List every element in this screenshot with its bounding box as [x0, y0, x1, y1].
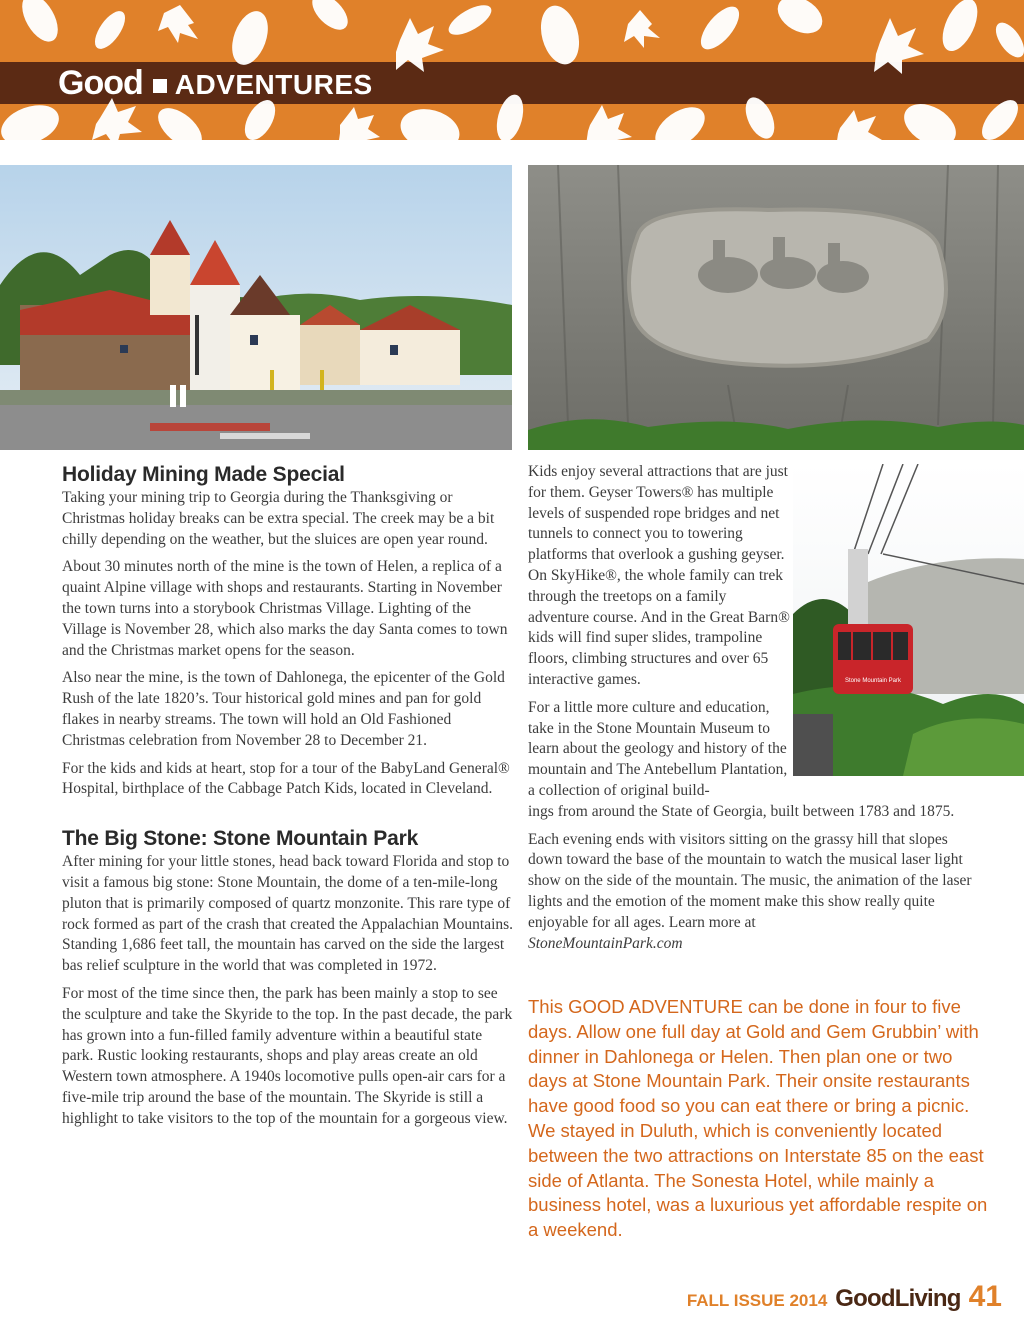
- right-column: [528, 462, 978, 961]
- stone-mountain-photo: [528, 165, 1024, 450]
- carving-image-icon: [528, 165, 1024, 450]
- magazine-brand: GoodLiving: [835, 1285, 961, 1312]
- laser-show-text: Each evening ends with visitors sitting on the grassy hill that slopes down toward the base of the mountain to watch the musical laser light show on the side of the mountain. The music, the animation of the laser lights and the emotion of the moment make this show really quite enjoyable for all ages. Learn more at: [528, 830, 972, 931]
- park-website-link[interactable]: StoneMountainPark.com: [528, 934, 683, 952]
- village-image-icon: [0, 165, 512, 450]
- brand-wordmark: Good: [58, 63, 143, 102]
- left-column: [62, 462, 514, 1137]
- header-banner: [0, 0, 1024, 140]
- paragraph: About 30 minutes north of the mine is the town of Helen, a replica of a quaint Alpine village with shops and restaurants. Starting in November the town turns into a storybook Christmas Village. Lighting of the Village is November 28, which also marks the day Santa comes to town and the Christmas market opens for the season.: [62, 558, 508, 659]
- square-bullet-icon: [153, 79, 167, 93]
- paragraph-laser-show: [528, 830, 978, 955]
- paragraph-museum-part1: For a little more culture and education, take in the Stone Mountain Museum to learn about the geology and history of the mountain and The Antebellum Plantation, a collection of original build-: [528, 698, 788, 799]
- paragraph: After mining for your little stones, head back toward Florida and stop to visit a famous big stone: Stone Mountain, the dome of a ten-mile-long pluton that is primarily composed of quartz monzonite. This rare type of rock formed as part of the crash that created the Appalachian Mountains. Standing 1,686 feet tall, the mountain has carved on the side the largest bas relief sculpture in the world that was completed in 1972.: [62, 853, 514, 975]
- heading-holiday-mining: Holiday Mining Made Special: [62, 463, 345, 486]
- heading-big-stone: The Big Stone: Stone Mountain Park: [62, 827, 419, 851]
- paragraph: Also near the mine, is the town of Dahlonega, the epicenter of the Gold Rush of the late 1820’s. Tour historical gold mines and pan for gold flakes in nearby streams. The town will hold an Old Fashioned Christmas celebration from November 28 to December 21.: [62, 669, 505, 749]
- page-footer: [687, 1280, 1002, 1314]
- paragraph: For most of the time since then, the park has been mainly a stop to see the sculpture and take the Skyride to the top. In the past decade, the park has grown into a fun-filled family adventure within a beautiful state park. Rustic looking restaurants, shops and play areas create an old Western town atmosphere. A 1940s locomotive pulls open-air cars for a five-mile trip around the base of the mountain. The Skyride is still a highlight to take visitors to the top of the mountain for a gorgeous view.: [62, 984, 513, 1127]
- page-number: 41: [968, 1280, 1002, 1313]
- paragraph-attractions: Kids enjoy several attractions that are just for them. Geyser Towers® has multiple levels of suspended rope bridges and net tunnels to connect you to towering platforms that overlook a gushing geyser. On SkyHike®, the whole family can trek through the treetops on a family adventure course. And in the Great Barn® kids will find super slides, trampoline floors, climbing structures and over 65 interactive games.: [528, 463, 790, 688]
- helen-village-photo: [0, 165, 512, 450]
- paragraph: Taking your mining trip to Georgia during the Thanksgiving or Christmas holiday breaks can be extra special. The creek may be a bit chilly depending on the weather, but the sluices are open year round.: [62, 489, 495, 548]
- paragraph-museum: [528, 698, 978, 823]
- paragraph-museum-part2: ings from around the State of Georgia, built between 1783 and 1875.: [528, 802, 955, 820]
- issue-label: FALL ISSUE 2014: [686, 1291, 828, 1310]
- section-label: ADVENTURES: [174, 69, 373, 100]
- section-title: [58, 62, 373, 104]
- trip-callout: This GOOD ADVENTURE can be done in four to five days. Allow one full day at Gold and Gem Grubbin’ with dinner in Dahlonega or Helen. Then plan one or two days at Stone Mountain Park. Their onsite restaurants have good food so you can eat there or bring a picnic. We stayed in Duluth, which is conveniently located between the two attractions on Interstate 85 on the east side of Atlanta. The Sonesta Hotel, while mainly a business hotel, was a luxurious yet affordable respite on a weekend.: [528, 996, 988, 1241]
- paragraph: For the kids and kids at heart, stop for a tour of the BabyLand General® Hospital, birthplace of the Cabbage Patch Kids, located in Cleveland.: [62, 759, 510, 798]
- car-sign-text: Stone Mountain Park: [844, 678, 902, 684]
